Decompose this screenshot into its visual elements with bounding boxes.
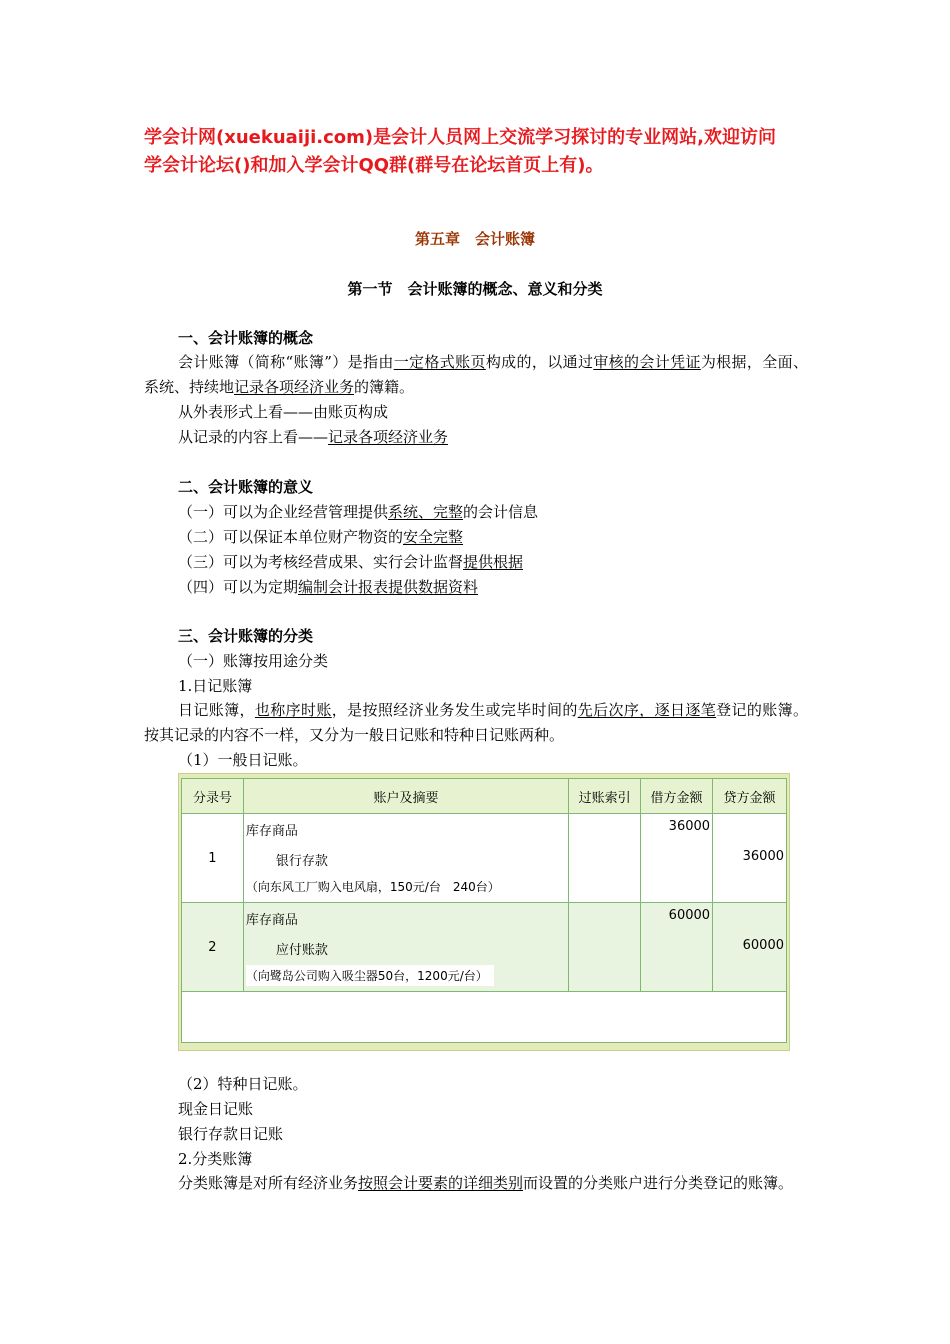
forum-name: 学会计论坛 <box>144 155 234 176</box>
site-domain-link[interactable]: (xuekuaiji.com) <box>216 127 374 148</box>
general-journal-table <box>178 773 790 1051</box>
part1-line3-text: 从记录的内容上看—— <box>178 428 329 446</box>
chapter-title: 第五章 会计账簿 <box>414 230 535 248</box>
part2-item3 <box>178 552 523 572</box>
col-header: 账户及摘要 <box>243 779 568 814</box>
debit-amount-cell <box>641 814 713 903</box>
part3-p2-text-a: 分类账簿是对所有经济业务 <box>178 1174 359 1192</box>
part2-item4-underline: 编制会计报表提供数据资料 <box>298 578 479 596</box>
banner-text: 是会计人员网上交流学习探讨的专业网站,欢迎访问 <box>373 127 777 148</box>
part1-text-b: 构成的，以通过 <box>485 353 594 371</box>
table-empty-row <box>182 992 787 1043</box>
part2-heading: 二、会计账簿的意义 <box>178 478 314 496</box>
part1-line2: 从外表形式上看——由账页构成 <box>178 403 389 421</box>
part1-text-a: 会计账簿（简称“账簿”）是指由 <box>178 353 394 371</box>
credit-amount: 36000 <box>742 849 784 864</box>
part3-p2-underline: 按照会计要素的详细类别 <box>358 1174 524 1192</box>
part2-item3-text: （三）可以为考核经营成果、实行会计监督 <box>178 553 464 571</box>
part2-item1-text: （一）可以为企业经营管理提供 <box>178 503 389 521</box>
part2-item4-text: （四）可以为定期 <box>178 578 299 596</box>
part1-line3 <box>178 427 448 447</box>
part1-heading: 一、会计账簿的概念 <box>178 329 314 347</box>
cash-journal: 现金日记账 <box>178 1100 254 1118</box>
debit-account: 库存商品 <box>245 913 298 928</box>
part2-item2-text: （二）可以保证本单位财产物资的 <box>178 528 404 546</box>
part1-underline-2: 审核的会计凭证 <box>593 353 701 371</box>
part1-line3-underline: 记录各项经济业务 <box>328 428 449 446</box>
empty-cell <box>182 992 787 1043</box>
part3-underline-2: 先后次序，逐日逐笔 <box>577 701 717 719</box>
entry-number: 1 <box>182 814 244 903</box>
site-name: 学会计网 <box>144 127 216 148</box>
entry-description <box>243 814 568 903</box>
posting-index <box>569 814 641 903</box>
debit-amount: 60000 <box>668 908 711 923</box>
col-header: 借方金额 <box>641 779 713 814</box>
entry-number: 2 <box>182 903 244 992</box>
part3-heading: 三、会计账簿的分类 <box>178 627 314 645</box>
part2-item2 <box>178 527 463 547</box>
col-header: 贷方金额 <box>713 779 787 814</box>
site-banner <box>144 124 824 180</box>
col-header: 过账索引 <box>569 779 641 814</box>
part1-paragraph <box>144 350 808 400</box>
special-journal-label: （2）特种日记账。 <box>178 1075 308 1093</box>
debit-amount-cell <box>641 903 713 992</box>
part3-item1: 1.日记账簿 <box>178 677 253 695</box>
part2-item2-underline: 安全完整 <box>403 528 464 546</box>
entry-memo: （向东风工厂购入电风扇，150元/台 240台） <box>245 880 500 894</box>
part1-text-c: 为根据，全面、系统、持续地 <box>144 353 808 396</box>
entry-description <box>243 903 568 992</box>
part3-p2-text-b: 而设置的分类账户进行分类登记的账簿。 <box>523 1174 794 1192</box>
debit-account: 库存商品 <box>245 824 298 839</box>
credit-account: 银行存款 <box>275 854 328 869</box>
credit-account: 应付账款 <box>275 943 328 958</box>
general-journal-label: （1）一般日记账。 <box>178 751 308 769</box>
debit-amount: 36000 <box>668 819 711 834</box>
table-row <box>182 903 787 992</box>
part1-text-d: 的簿籍。 <box>354 378 415 396</box>
part2-item4 <box>178 577 478 597</box>
part3-item2: 2.分类账簿 <box>178 1150 253 1168</box>
part3-text-c: 登记的账簿。按其记录的内容不一样，又分为一般日记账和特种日记账两种。 <box>144 701 808 744</box>
table-header-row <box>182 779 787 814</box>
col-header: 分录号 <box>182 779 244 814</box>
part1-underline-1: 一定格式账页 <box>393 353 486 371</box>
part2-item1 <box>178 502 538 522</box>
part1-underline-3: 记录各项经济业务 <box>234 378 355 396</box>
part3-sub1: （一）账簿按用途分类 <box>178 652 329 670</box>
part3-text-a: 日记账簿， <box>178 701 255 719</box>
part2-item1-underline: 系统、完整 <box>388 503 464 521</box>
section-title: 第一节 会计账簿的概念、意义和分类 <box>347 280 603 298</box>
table-row <box>182 814 787 903</box>
part3-text-b: ，是按照经济业务发生或完毕时间的 <box>331 701 578 719</box>
credit-amount-cell <box>713 903 787 992</box>
part2-item1-text-b: 的会计信息 <box>463 503 539 521</box>
entry-memo: （向鹭岛公司购入吸尘器50台，1200元/台） <box>246 965 494 986</box>
credit-amount-cell <box>713 814 787 903</box>
part3-paragraph <box>144 698 808 748</box>
bank-journal: 银行存款日记账 <box>178 1125 284 1143</box>
banner-text-2: ()和加入学会计QQ群(群号在论坛首页上有)。 <box>234 155 604 176</box>
part2-item3-underline: 提供根据 <box>463 553 524 571</box>
posting-index <box>569 903 641 992</box>
part3-underline-1: 也称序时账 <box>254 701 332 719</box>
part3-paragraph-2 <box>144 1171 808 1196</box>
credit-amount: 60000 <box>742 938 784 953</box>
